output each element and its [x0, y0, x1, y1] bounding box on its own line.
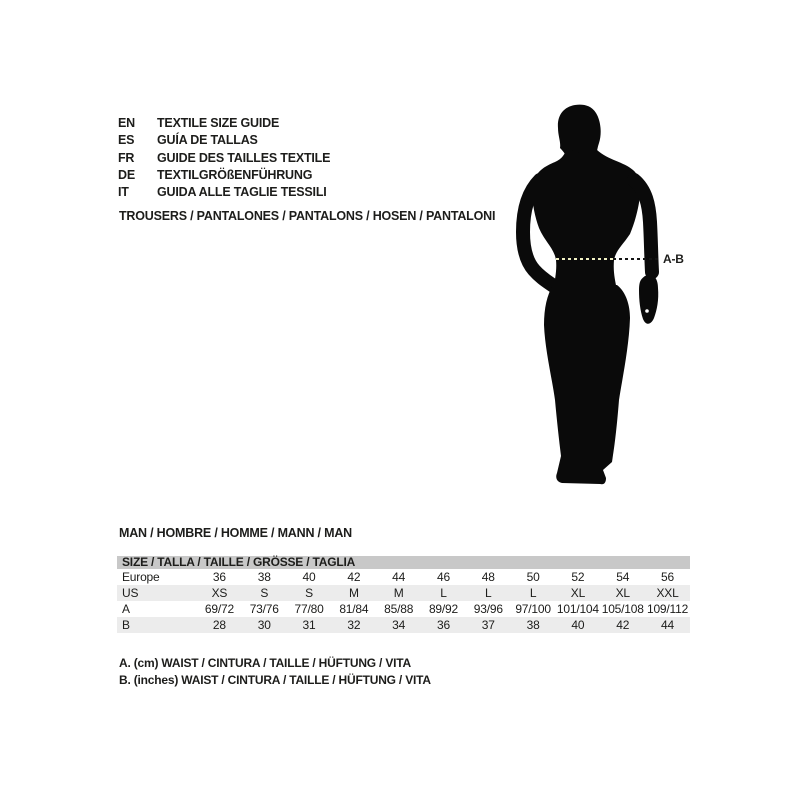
footnotes: [119, 655, 431, 690]
table-cell: XS: [211, 586, 228, 600]
table-cell: 30: [257, 618, 271, 632]
table-cell: 44: [661, 618, 674, 632]
language-label: GUIDA ALLE TAGLIE TESSILI: [157, 185, 327, 200]
table-cell: 50: [526, 570, 540, 584]
table-cell: 44: [392, 570, 406, 584]
table-cell: 42: [347, 570, 361, 584]
table-cell: 40: [571, 618, 585, 632]
size-table-header: SIZE / TALLA / TAILLE / GRÖSSE / TAGLIA: [117, 556, 690, 569]
table-cell: M: [393, 586, 404, 600]
language-code: FR: [118, 150, 135, 165]
table-cell: 101/104: [556, 602, 599, 616]
table-cell: 109/112: [646, 602, 689, 616]
row-label: US: [122, 586, 139, 600]
man-silhouette: [500, 100, 670, 490]
table-cell: 28: [212, 618, 226, 632]
table-cell: S: [260, 586, 269, 600]
table-cell: 48: [481, 570, 495, 584]
language-label: GUIDE DES TAILLES TEXTILE: [157, 150, 331, 165]
table-row-us: [117, 585, 690, 601]
table-cell: 73/76: [249, 602, 279, 616]
language-label: TEXTILGRÖßENFÜHRUNG: [157, 167, 313, 182]
footnote-a: A. (cm) WAIST / CINTURA / TAILLE / HÜFTUNG / VITA: [119, 656, 411, 670]
language-code: DE: [118, 167, 135, 182]
table-cell: 34: [392, 618, 406, 632]
table-cell: 32: [347, 618, 361, 632]
table-row-europe: [117, 569, 690, 585]
table-cell: 85/88: [384, 602, 414, 616]
garment-heading: TROUSERS / PANTALONES / PANTALONS / HOSEN / PANTALONI: [119, 209, 496, 223]
table-cell: 46: [436, 570, 450, 584]
table-row-a-cm: [117, 601, 690, 617]
row-label: B: [122, 618, 130, 632]
table-heading: MAN / HOMBRE / HOMME / MANN / MAN: [119, 526, 352, 540]
language-row-es: [118, 132, 330, 149]
table-cell: 93/96: [473, 602, 503, 616]
table-cell: XXL: [656, 586, 679, 600]
size-table: [117, 556, 690, 633]
language-row-en: [118, 115, 330, 132]
table-cell: 36: [436, 618, 450, 632]
row-label: Europe: [122, 570, 160, 584]
language-row-fr: [118, 150, 330, 167]
table-cell: 37: [481, 618, 495, 632]
language-code: ES: [118, 133, 135, 148]
table-cell: 40: [302, 570, 316, 584]
table-cell: S: [305, 586, 313, 600]
table-cell: 77/80: [294, 602, 324, 616]
language-code: EN: [118, 116, 135, 130]
language-row-de: [118, 167, 330, 184]
language-label: GUÍA DE TALLAS: [157, 133, 258, 148]
table-cell: 36: [212, 570, 226, 584]
table-cell: 31: [302, 618, 316, 632]
table-cell: 69/72: [204, 602, 234, 616]
table-cell: 105/108: [601, 602, 644, 616]
row-label: A: [122, 602, 130, 616]
table-cell: 38: [257, 570, 271, 584]
language-row-it: [118, 184, 330, 201]
table-row-b-inches: [117, 617, 690, 633]
silhouette-torso: [532, 148, 640, 290]
measure-label: A-B: [663, 252, 684, 266]
silhouette-right-hand: [639, 275, 658, 324]
table-cell: L: [485, 586, 492, 600]
table-cell: L: [440, 586, 447, 600]
hand-highlight: [645, 309, 649, 313]
table-cell: XL: [570, 586, 586, 600]
silhouette-legs: [544, 285, 630, 484]
table-cell: M: [348, 586, 359, 600]
language-list: [118, 115, 330, 201]
table-cell: 42: [616, 618, 630, 632]
waist-measure-line-on-body: [556, 258, 613, 260]
table-cell: XL: [615, 586, 630, 600]
language-code: IT: [118, 185, 129, 200]
table-cell: 81/84: [339, 602, 369, 616]
footnote-b: B. (inches) WAIST / CINTURA / TAILLE / HÜFTUNG / VITA: [119, 673, 431, 688]
waist-measure-line-outer: [613, 258, 659, 260]
table-cell: 89/92: [428, 602, 458, 616]
table-cell: 52: [571, 570, 585, 584]
table-cell: 56: [661, 570, 674, 584]
table-cell: 97/100: [515, 602, 551, 616]
table-cell: L: [529, 586, 537, 600]
table-cell: 54: [616, 570, 630, 584]
language-label: TEXTILE SIZE GUIDE: [157, 116, 280, 130]
table-cell: 38: [526, 618, 540, 632]
